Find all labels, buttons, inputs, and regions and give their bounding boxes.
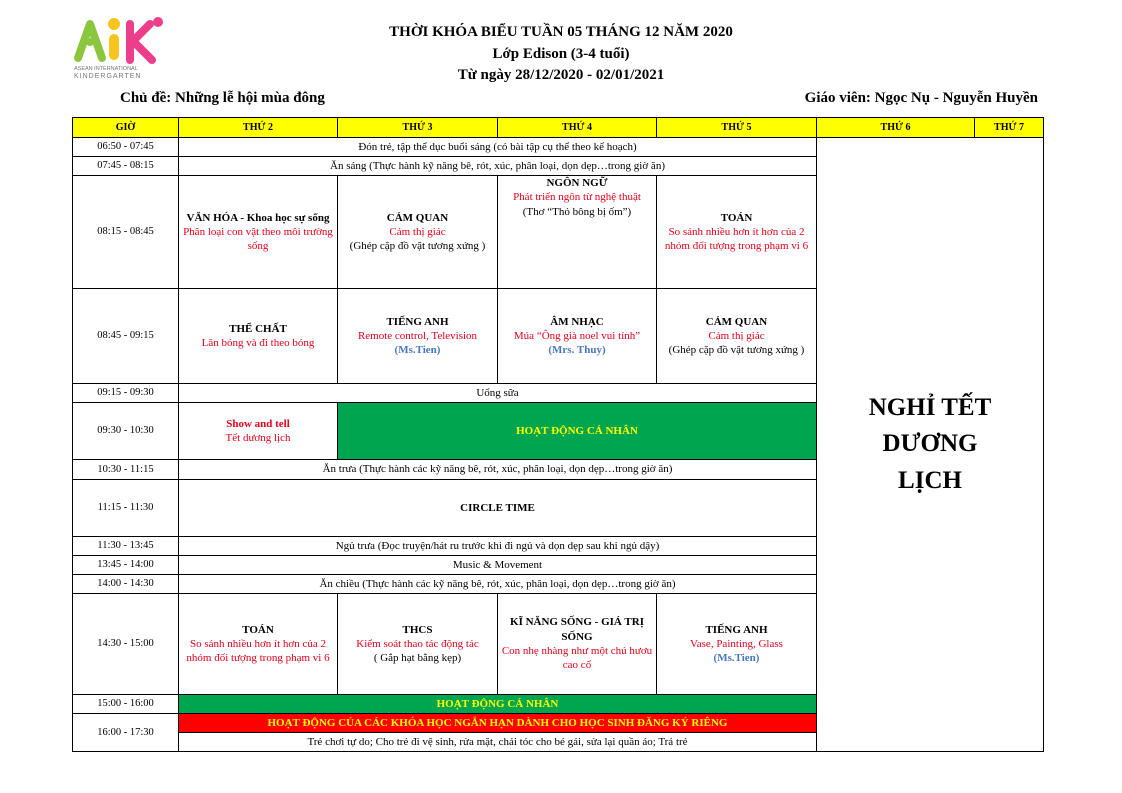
schedule-title: THỜI KHÓA BIỂU TUẦN 05 THÁNG 12 NĂM 2020	[389, 24, 733, 40]
time-cell: 16:00 - 17:30	[73, 714, 179, 752]
time-cell: 14:00 - 14:30	[73, 575, 179, 594]
individual-activity-cell: HOẠT ĐỘNG CÁ NHÂN	[179, 695, 817, 714]
short-course-cell: HOẠT ĐỘNG CỦA CÁC KHÓA HỌC NGẮN HẠN DÀNH CHO HỌC SINH ĐĂNG KÝ RIÊNG	[179, 714, 817, 733]
time-cell: 10:30 - 11:15	[73, 460, 179, 480]
col-header-thu: THỨ 5	[657, 118, 817, 138]
activity-cell: CIRCLE TIME	[179, 480, 817, 537]
svg-text:ASEAN INTERNATIONAL: ASEAN INTERNATIONAL	[74, 66, 138, 72]
holiday-cell	[817, 138, 1044, 752]
individual-activity-cell: HOẠT ĐỘNG CÁ NHÂN	[338, 403, 817, 460]
time-cell: 11:15 - 11:30	[73, 480, 179, 537]
time-cell: 14:30 - 15:00	[73, 594, 179, 695]
lesson-cell: VĂN HÓA - Khoa học sự sống Phân loại con vật theo môi trường sống	[179, 176, 338, 289]
time-cell: 11:30 - 13:45	[73, 537, 179, 556]
activity-cell: Ăn chiều (Thực hành các kỹ năng bê, rót, xúc, phân loại, dọn dẹp…trong giờ ăn)	[179, 575, 817, 594]
time-cell: 09:15 - 09:30	[73, 384, 179, 403]
activity-cell: Uống sữa	[179, 384, 817, 403]
activity-cell: Đón trẻ, tập thể dục buổi sáng (có bài tập cụ thể theo kế hoạch)	[179, 138, 817, 157]
lesson-cell: Show and tell Tết dương lịch	[179, 403, 338, 460]
col-header-wed: THỨ 4	[498, 118, 657, 138]
activity-cell: Ngủ trưa (Đọc truyện/hát ru trước khi đi ngủ và dọn dẹp sau khi ngủ dậy)	[179, 537, 817, 556]
svg-text:KINDERGARTEN: KINDERGARTEN	[74, 73, 142, 80]
teacher-names: Giáo viên: Ngọc Nụ - Nguyễn Huyền	[804, 90, 1038, 106]
col-header-sat: THỨ 7	[975, 118, 1044, 138]
lesson-cell: TOÁN So sánh nhiều hơn ít hơn của 2 nhóm đối tượng trong phạm vi 6	[179, 594, 338, 695]
lesson-cell: THCS Kiểm soát thao tác động tác ( Gắp hạt bằng kẹp)	[338, 594, 498, 695]
header-row	[73, 118, 1044, 138]
lesson-cell: NGÔN NGỮ Phát triển ngôn từ nghệ thuật (Thơ “Thỏ bông bị ốm”)	[498, 176, 657, 289]
timetable	[72, 117, 1044, 752]
col-header-time: GIỜ	[73, 118, 179, 138]
table-row	[73, 138, 1044, 157]
holiday-label: NGHỈ TẾT DƯƠNG LỊCH	[868, 394, 992, 494]
activity-cell: Trẻ chơi tự do; Cho trẻ đi vệ sinh, rửa mặt, chải tóc cho bé gái, sửa lại quần áo; Trả trẻ	[179, 733, 817, 752]
activity-cell: Music & Movement	[179, 556, 817, 575]
date-range: Từ ngày 28/12/2020 - 02/01/2021	[457, 67, 665, 83]
activity-cell: Ăn trưa (Thực hành các kỹ năng bê, rót, xúc, phân loại, dọn dẹp…trong giờ ăn)	[179, 460, 817, 480]
activity-cell: Ăn sáng (Thực hành kỹ năng bê, rót, xúc, phân loại, dọn dẹp…trong giờ ăn)	[179, 157, 817, 176]
lesson-cell: TIẾNG ANH Vase, Painting, Glass (Ms.Tien)	[657, 594, 817, 695]
lesson-cell: CẢM QUAN Cảm thị giác (Ghép cặp đồ vật tương xứng )	[657, 289, 817, 384]
lesson-cell: CẢM QUAN Cảm thị giác (Ghép cặp đồ vật tương xứng )	[338, 176, 498, 289]
lesson-cell: TOÁN So sánh nhiều hơn ít hơn của 2 nhóm đối tượng trong phạm vi 6	[657, 176, 817, 289]
time-cell: 13:45 - 14:00	[73, 556, 179, 575]
col-header-fri: THỨ 6	[817, 118, 975, 138]
time-cell: 07:45 - 08:15	[73, 157, 179, 176]
lesson-cell: KĨ NĂNG SỐNG - GIÁ TRỊ SỐNG Con nhẹ nhàng như một chú hươu cao cổ	[498, 594, 657, 695]
class-name: Lớp Edison (3-4 tuổi)	[492, 46, 630, 62]
time-cell: 06:50 - 07:45	[73, 138, 179, 157]
col-header-mon: THỨ 2	[179, 118, 338, 138]
time-cell: 08:15 - 08:45	[73, 176, 179, 289]
topic: Chủ đề: Những lễ hội mùa đông	[120, 90, 325, 106]
lesson-cell: TIẾNG ANH Remote control, Television (Ms.Tien)	[338, 289, 498, 384]
time-cell: 09:30 - 10:30	[73, 403, 179, 460]
time-cell: 15:00 - 16:00	[73, 695, 179, 714]
lesson-cell: ÂM NHẠC Múa “Ông già noel vui tính” (Mrs. Thuy)	[498, 289, 657, 384]
time-cell: 08:45 - 09:15	[73, 289, 179, 384]
col-header-tue: THỨ 3	[338, 118, 498, 138]
lesson-cell: THỂ CHẤT Lăn bóng và đi theo bóng	[179, 289, 338, 384]
